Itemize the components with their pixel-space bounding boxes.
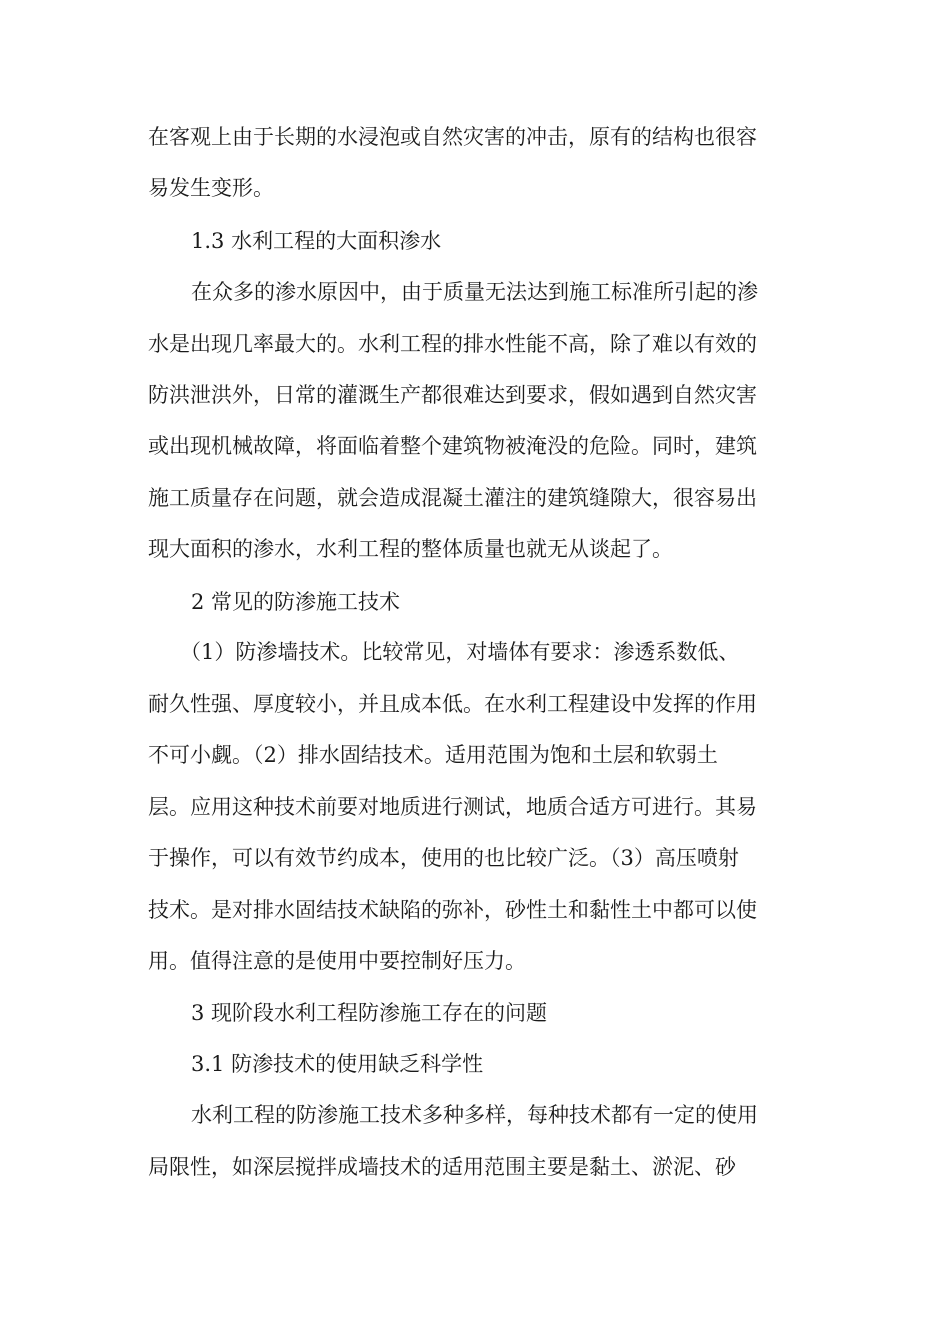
text-line: 易发生变形。 bbox=[148, 176, 274, 200]
text-line: 在客观上由于长期的水浸泡或自然灾害的冲击，原有的结构也很容 bbox=[148, 125, 757, 149]
text-line: 施工质量存在问题，就会造成混凝土灌注的建筑缝隙大，很容易出 bbox=[148, 486, 757, 510]
text-line: 局限性，如深层搅拌成墙技术的适用范围主要是黏土、淤泥、砂 bbox=[148, 1155, 736, 1179]
text-line: 防洪泄洪外，日常的灌溉生产都很难达到要求，假如遇到自然灾害 bbox=[148, 383, 757, 407]
text-line: 不可小觑。（2）排水固结技术。适用范围为饱和土层和软弱土 bbox=[148, 743, 718, 767]
text-line: （1）防渗墙技术。比较常见，对墙体有要求：渗透系数低、 bbox=[180, 640, 740, 664]
text-line: 于操作，可以有效节约成本，使用的也比较广泛。（3）高压喷射 bbox=[148, 846, 739, 870]
text-line: 水是出现几率最大的。水利工程的排水性能不高，除了难以有效的 bbox=[148, 332, 757, 356]
section-heading: 2 常见的防渗施工技术 bbox=[191, 590, 401, 614]
text-line: 用。值得注意的是使用中要控制好压力。 bbox=[148, 949, 526, 973]
text-line: 现大面积的渗水，水利工程的整体质量也就无从谈起了。 bbox=[148, 537, 673, 561]
text-line: 在众多的渗水原因中，由于质量无法达到施工标准所引起的渗 bbox=[191, 280, 758, 304]
text-line: 耐久性强、厚度较小，并且成本低。在水利工程建设中发挥的作用 bbox=[148, 692, 757, 716]
text-line: 或出现机械故障，将面临着整个建筑物被淹没的危险。同时，建筑 bbox=[148, 434, 757, 458]
section-heading: 1.3 水利工程的大面积渗水 bbox=[191, 229, 442, 253]
text-line: 水利工程的防渗施工技术多种多样，每种技术都有一定的使用 bbox=[191, 1103, 758, 1127]
section-heading: 3.1 防渗技术的使用缺乏科学性 bbox=[191, 1052, 484, 1076]
text-line: 技术。是对排水固结技术缺陷的弥补，砂性土和黏性土中都可以使 bbox=[148, 898, 757, 922]
text-line: 层。应用这种技术前要对地质进行测试，地质合适方可进行。其易 bbox=[148, 795, 757, 819]
section-heading: 3 现阶段水利工程防渗施工存在的问题 bbox=[191, 1001, 548, 1025]
